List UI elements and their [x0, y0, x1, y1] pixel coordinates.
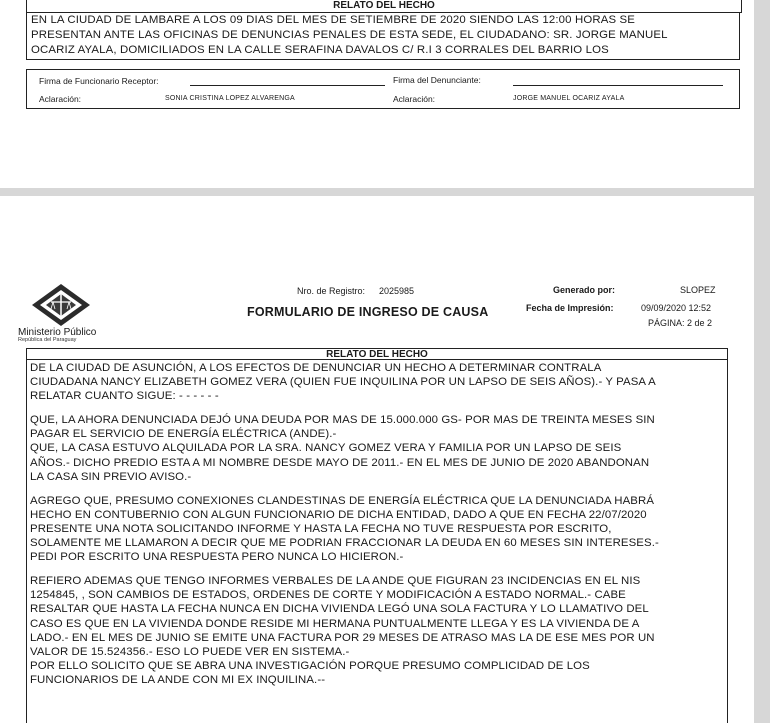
narrative-paragraph	[30, 413, 723, 483]
narrative-line: POR ELLO SOLICITO QUE SE ABRA UNA INVESTIGACIÓN PORQUE PRESUMO COMPLICIDAD DE LOS	[30, 659, 590, 672]
narrative-line: QUE, LA AHORA DENUNCIADA DEJÓ UNA DEUDA POR MAS DE 15.000.000 GS- POR MAS DE TREINTA MESES SIN	[30, 414, 655, 427]
narrative-line: PEDI POR ESCRITO UNA RESPUESTA PERO NUNCA LO HICIERON.-	[30, 551, 404, 564]
narrative-text	[26, 12, 740, 60]
narrative-line: RELATAR CUANTO SIGUE: - - - - - -	[30, 390, 219, 403]
narrative-line: VALOR DE 15.524356.- ESO LO PUEDE VER EN SISTEMA.-	[30, 645, 350, 658]
complainant-signature-line	[513, 85, 723, 86]
narrative-paragraph	[30, 494, 723, 564]
narrative-line: EN LA CIUDAD DE LAMBARE A LOS 09 DIAS DEL MES DE SETIEMBRE DE 2020 SIENDO LAS 12:00 HORAS SE	[31, 14, 636, 26]
narrative-text	[26, 360, 728, 723]
registry-number: 2025985	[379, 286, 415, 296]
narrative-line: AÑOS.- DICHO PREDIO ESTA A MI NOMBRE DESDE MAYO DE 2011.- EN EL MES DE JUNIO DE 2020 ABANDONAN	[30, 456, 650, 469]
narrative-line: FUNCIONARIOS DE LA ANDE CON MI EX INQUILINA.--	[30, 673, 326, 686]
section-title: RELATO DEL HECHO	[26, 0, 742, 13]
narrative-line: SOLAMENTE ME LLAMARON A DECIR QUE ME PODRIAN FRACCIONAR LA DEUDA EN 60 MESES SIN INTERESES.-	[30, 537, 659, 550]
complainant-signature-label: Firma del Denunciante:	[393, 75, 481, 85]
narrative-line: RESALTAR QUE HASTA LA FECHA NUNCA EN DICHA VIVIENDA LEGÓ UNA SOLA FACTURA Y LO LLAMATIVO DEL	[30, 603, 649, 616]
narrative-line: AGREGO QUE, PRESUMO CONEXIONES CLANDESTINAS DE ENERGÍA ELÉCTRICA QUE LA DENUNCIADA HABRÁ	[30, 494, 655, 507]
narrative-line: OCARIZ AYALA, DOMICILIADOS EN LA CALLE SERAFINA DAVALOS C/ R.I 3 CORRALES DEL BARRIO LOS	[31, 44, 609, 56]
logo-title: Ministerio Público	[18, 327, 97, 338]
narrative-line: LADO.- EN EL MES DE JUNIO SE EMITE UNA FACTURA POR 29 MESES DE ATRASO MAS LA DE ESE MES POR UN	[30, 631, 655, 644]
narrative-line: PAGAR EL SERVICIO DE ENERGÍA ELÉCTRICA (ANDE).-	[30, 428, 337, 441]
narrative-line: CASO ES QUE EN LA VIVIENDA DONDE RESIDE MI HERMANA PUNTUALMENTE LLEGA Y ES LA VIVIENDA DE A	[30, 617, 640, 630]
narrative-line: LA CASA SIN PREVIO AVISO.-	[30, 470, 192, 483]
narrative-line: DE LA CIUDAD DE ASUNCIÓN, A LOS EFECTOS DE DENUNCIAR UN HECHO A DETERMINAR CONTRALA	[30, 362, 602, 374]
narrative-line: REFIERO ADEMAS QUE TENGO INFORMES VERBALES DE LA ANDE QUE FIGURAN 23 INCIDENCIAS EN EL NIS	[30, 575, 641, 588]
narrative-line: CIUDADANA NANCY ELIZABETH GOMEZ VERA (QUIEN FUE INQUILINA POR UN LAPSO DE SEIS AÑOS).- Y PASA A	[30, 376, 656, 389]
document-page-2	[0, 196, 754, 723]
complainant-clarification-label: Aclaración:	[393, 94, 436, 104]
print-date-label: Fecha de Impresión:	[526, 303, 614, 313]
narrative-line: PRESENTAN ANTE LAS OFICINAS DE DENUNCIAS PENALES DE ESTA SEDE, EL CIUDADANO: SR. JORGE MANUEL	[31, 29, 668, 41]
narrative-paragraph	[30, 361, 723, 403]
narrative-line: QUE, LA CASA ESTUVO ALQUILADA POR LA SRA. NANCY GOMEZ VERA Y FAMILIA POR UN LAPSO DE SEIS	[30, 442, 622, 455]
print-date-value: 09/09/2020 12:52	[641, 303, 712, 313]
logo-subtitle: República del Paraguay	[18, 337, 77, 343]
generated-by-label: Generado por:	[553, 285, 616, 295]
receiver-signature-label: Firma de Funcionario Receptor:	[39, 76, 159, 86]
receiver-signature-line	[190, 85, 385, 86]
narrative-line: HECHO EN CONTUBERNIO CON ALGUN FUNCIONARIO DE DICHA ENTIDAD, DADO A QUE EN FECHA 22/07/2020	[30, 508, 647, 521]
registry-label: Nro. de Registro:	[297, 286, 366, 296]
generated-by-value: SLOPEZ	[680, 285, 716, 295]
complainant-name: JORGE MANUEL OCARIZ AYALA	[513, 95, 625, 102]
form-title: FORMULARIO DE INGRESO DE CAUSA	[247, 305, 489, 319]
document-page-1	[0, 0, 754, 188]
narrative-paragraph	[30, 574, 723, 687]
receiver-name: SONIA CRISTINA LOPEZ ALVARENGA	[165, 95, 295, 102]
section-title: RELATO DEL HECHO	[26, 348, 728, 360]
narrative-line: PRESENTE UNA NOTA SOLICITANDO INFORME Y HASTA LA FECHA NO TUVE RESPUESTA POR ESCRITO,	[30, 522, 612, 535]
page-indicator: PÁGINA: 2 de 2	[648, 318, 713, 328]
narrative-line: 1254845, , SON CAMBIOS DE ESTADOS, ORDENES DE CORTE Y MODIFICACIÓN A ESTADO NORMAL.- CABE	[30, 589, 626, 602]
signature-block	[26, 69, 740, 109]
receiver-clarification-label: Aclaración:	[39, 94, 82, 104]
